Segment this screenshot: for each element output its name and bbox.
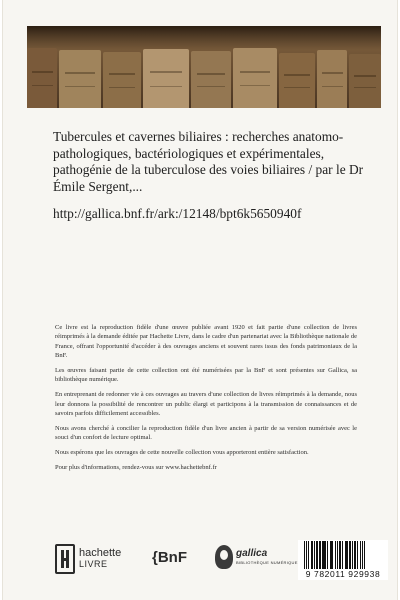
book-spine — [59, 50, 101, 108]
description-paragraph: Ce livre est la reproduction fidèle d'une œuvre publiée avant 1920 et fait partie d'une collection de livres réimprimés à la demande éditée par Hachette Livre, dans le cadre d'un partenariat avec la Bibliothèque nationale de France, offrant l'opportunité d'accéder à des ouvrages anciens et souvent rares issus des fonds patrimoniaux de la BnF. — [55, 324, 357, 360]
hachette-livre-logo — [55, 544, 121, 574]
bnf-logo: {BnF — [152, 549, 187, 566]
book-spine — [103, 52, 141, 108]
publisher-logos — [55, 540, 385, 580]
website-paragraph: Pour plus d'informations, rendez-vous sur www.hachettebnf.fr — [55, 463, 217, 471]
gallica-url: http://gallica.bnf.fr/ark:/12148/bpt6k5650940f — [53, 206, 302, 221]
gallica-wordmark: gallica — [236, 548, 268, 559]
book-spine — [349, 54, 381, 108]
gallica-emblem-icon — [215, 545, 233, 569]
back-cover — [2, 0, 398, 600]
barcode-bars — [304, 541, 384, 569]
gallica-subtitle: BIBLIOTHÈQUE NUMÉRIQUE — [236, 560, 298, 565]
book-spine — [233, 48, 277, 108]
book-spine — [143, 49, 189, 108]
hachette-wordmark: hachette — [79, 547, 122, 559]
book-spine — [317, 50, 347, 108]
isbn-barcode — [298, 540, 388, 580]
description-paragraph: En entreprenant de redonner vie à ces ouvrages au travers d'une collection de livres réimprimés à la demande, nous leur donnons la possibilité de rencontrer un public élargi et participons à la transmission de connaissances et de savoirs parfois difficilement accessibles. — [55, 391, 357, 418]
bookshelf-banner-image — [27, 26, 381, 108]
book-title: Tubercules et cavernes biliaires : recherches anatomo-pathologiques, bactériologiques et expérimentales, pathogénie de la tuberculose des voies biliaires / par le Dr Émile Sergent,... — [53, 129, 364, 194]
livre-wordmark: LIVRE — [79, 559, 108, 569]
description-paragraph: Nous espérons que les ouvrages de cette nouvelle collection vous apporteront entière satisfaction. — [55, 449, 309, 457]
barcode-digits: 9 782011 929938 — [305, 569, 381, 579]
book-spine — [279, 53, 315, 108]
hachette-h-icon — [55, 544, 75, 574]
book-spine — [27, 48, 57, 108]
collection-description — [55, 323, 357, 478]
gallica-logo — [215, 545, 298, 569]
book-spine — [191, 51, 231, 108]
description-paragraph: Nous avons cherché à concilier la reproduction fidèle d'un livre ancien à partir de sa version numérisée avec le souci d'un confort de lecture optimal. — [55, 424, 357, 442]
description-paragraph: Les œuvres faisant partie de cette collection ont été numérisées par la BnF et sont présentes sur Gallica, sa bibliothèque numérique. — [55, 367, 357, 384]
